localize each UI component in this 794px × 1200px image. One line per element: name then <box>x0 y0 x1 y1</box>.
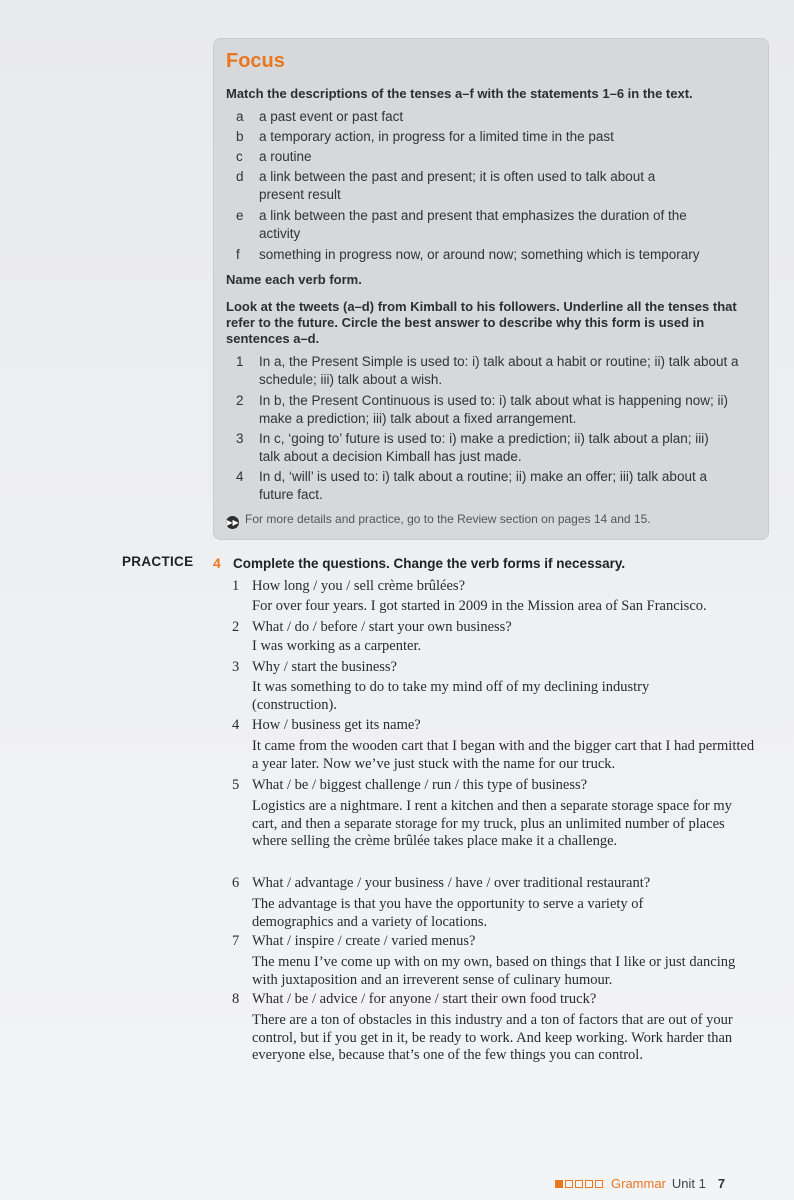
statement-text: In d, ‘will’ is used to: i) talk about a routine; ii) make an offer; iii) talk about a future fact. <box>259 469 707 502</box>
question-number: 7 <box>232 933 240 949</box>
answer-4: It came from the wooden cart that I began with and the bigger cart that I had permitted a year later. Now we’ve just stuck with the name for our truck. <box>252 738 755 772</box>
item-text: a link between the past and present that emphasizes the duration of the activity <box>259 208 687 241</box>
item-letter: a <box>236 109 244 124</box>
item-letter: d <box>236 169 244 184</box>
exercise-number: 4 <box>213 555 221 571</box>
double-arrow-icon: ▶▶ <box>226 518 239 527</box>
footer-section: Grammar <box>611 1176 666 1191</box>
statement-text: In a, the Present Simple is used to: i) talk about a habit or routine; ii) talk about a schedule; iii) talk about a wish. <box>259 354 739 387</box>
answer-1: For over four years. I got started in 2009 in the Mission area of San Francisco. <box>252 598 707 614</box>
question-text: What / do / before / start your own business? <box>252 619 512 635</box>
page-footer <box>555 1176 725 1191</box>
question-text: What / be / biggest challenge / run / this type of business? <box>252 777 588 793</box>
item-text: something in progress now, or around now; something which is temporary <box>259 247 700 262</box>
item-text: a routine <box>259 149 312 164</box>
question-text: How long / you / sell crème brûlées? <box>252 578 466 594</box>
answer-2: I was working as a carpenter. <box>252 638 422 654</box>
statement-text: In c, ‘going to’ future is used to: i) make a prediction; ii) talk about a plan; iii) talk about a decision Kimball has just made. <box>259 431 709 464</box>
item-letter: c <box>236 149 243 164</box>
statement-number: 3 <box>236 431 244 446</box>
statement-number: 1 <box>236 354 244 369</box>
statement-number: 4 <box>236 469 244 484</box>
item-letter: e <box>236 208 244 223</box>
focus-instruction-match: Match the descriptions of the tenses a–f with the statements 1–6 in the text. <box>226 86 693 101</box>
answer-5: Logistics are a nightmare. I rent a kitchen and then a separate storage space for my cart, and then a separate storage for my truck, plus an unlimited number of places where selling the crème brûlée takes place make it a challenge. <box>252 798 732 849</box>
progress-square-icon <box>555 1180 563 1188</box>
answer-6: The advantage is that you have the opportunity to serve a variety of demographics and a variety of locations. <box>252 896 644 930</box>
focus-title: Focus <box>226 50 285 72</box>
question-number: 1 <box>232 578 240 594</box>
review-reference <box>226 511 756 529</box>
practice-label: PRACTICE <box>122 554 194 569</box>
question-text: What / inspire / create / varied menus? <box>252 933 476 949</box>
question-number: 2 <box>232 619 240 635</box>
question-number: 8 <box>232 991 240 1007</box>
item-letter: b <box>236 129 244 144</box>
statement-number: 2 <box>236 393 244 408</box>
focus-instruction-name: Name each verb form. <box>226 272 362 287</box>
progress-square-icon <box>565 1180 573 1188</box>
progress-square-icon <box>575 1180 583 1188</box>
item-text: a past event or past fact <box>259 109 404 124</box>
question-number: 3 <box>232 659 240 675</box>
footer-unit: Unit 1 <box>671 1176 706 1191</box>
answer-8: There are a ton of obstacles in this industry and a ton of factors that are out of your control, but if you get in it, be ready to work. And keep working. Work harder than everyone else, because that’s one of the few things you can control. <box>252 1012 733 1063</box>
review-reference-text: For more details and practice, go to the Review section on pages 14 and 15. <box>245 512 651 526</box>
question-text: What / be / advice / for anyone / start their own food truck? <box>252 991 597 1007</box>
item-text: a temporary action, in progress for a limited time in the past <box>259 129 614 144</box>
page-number: 7 <box>717 1176 726 1191</box>
item-letter: f <box>236 247 240 262</box>
question-text: How / business get its name? <box>252 717 421 733</box>
question-text: Why / start the business? <box>252 659 397 675</box>
progress-square-icon <box>595 1180 603 1188</box>
answer-7: The menu I’ve come up with on my own, based on things that I like or just dancing with juxtaposition and an irreverent sense of culinary humour. <box>252 954 736 988</box>
answer-3: It was something to do to take my mind off of my declining industry (construction). <box>252 679 650 713</box>
progress-square-icon <box>585 1180 593 1188</box>
focus-instruction-tweets: Look at the tweets (a–d) from Kimball to his followers. Underline all the tenses that refer to the future. Circle the best answer to describe why this form is used in sentences a–d. <box>226 299 737 346</box>
question-number: 6 <box>232 875 240 891</box>
statement-text: In b, the Present Continuous is used to: i) talk about what is happening now; ii) make a prediction; iii) talk about a fixed arrangement. <box>259 393 729 426</box>
question-text: What / advantage / your business / have / over traditional restaurant? <box>252 875 651 891</box>
question-number: 4 <box>232 717 240 733</box>
question-number: 5 <box>232 777 240 793</box>
item-text: a link between the past and present; it is often used to talk about a present result <box>259 169 656 202</box>
practice-instruction: Complete the questions. Change the verb forms if necessary. <box>233 556 626 571</box>
